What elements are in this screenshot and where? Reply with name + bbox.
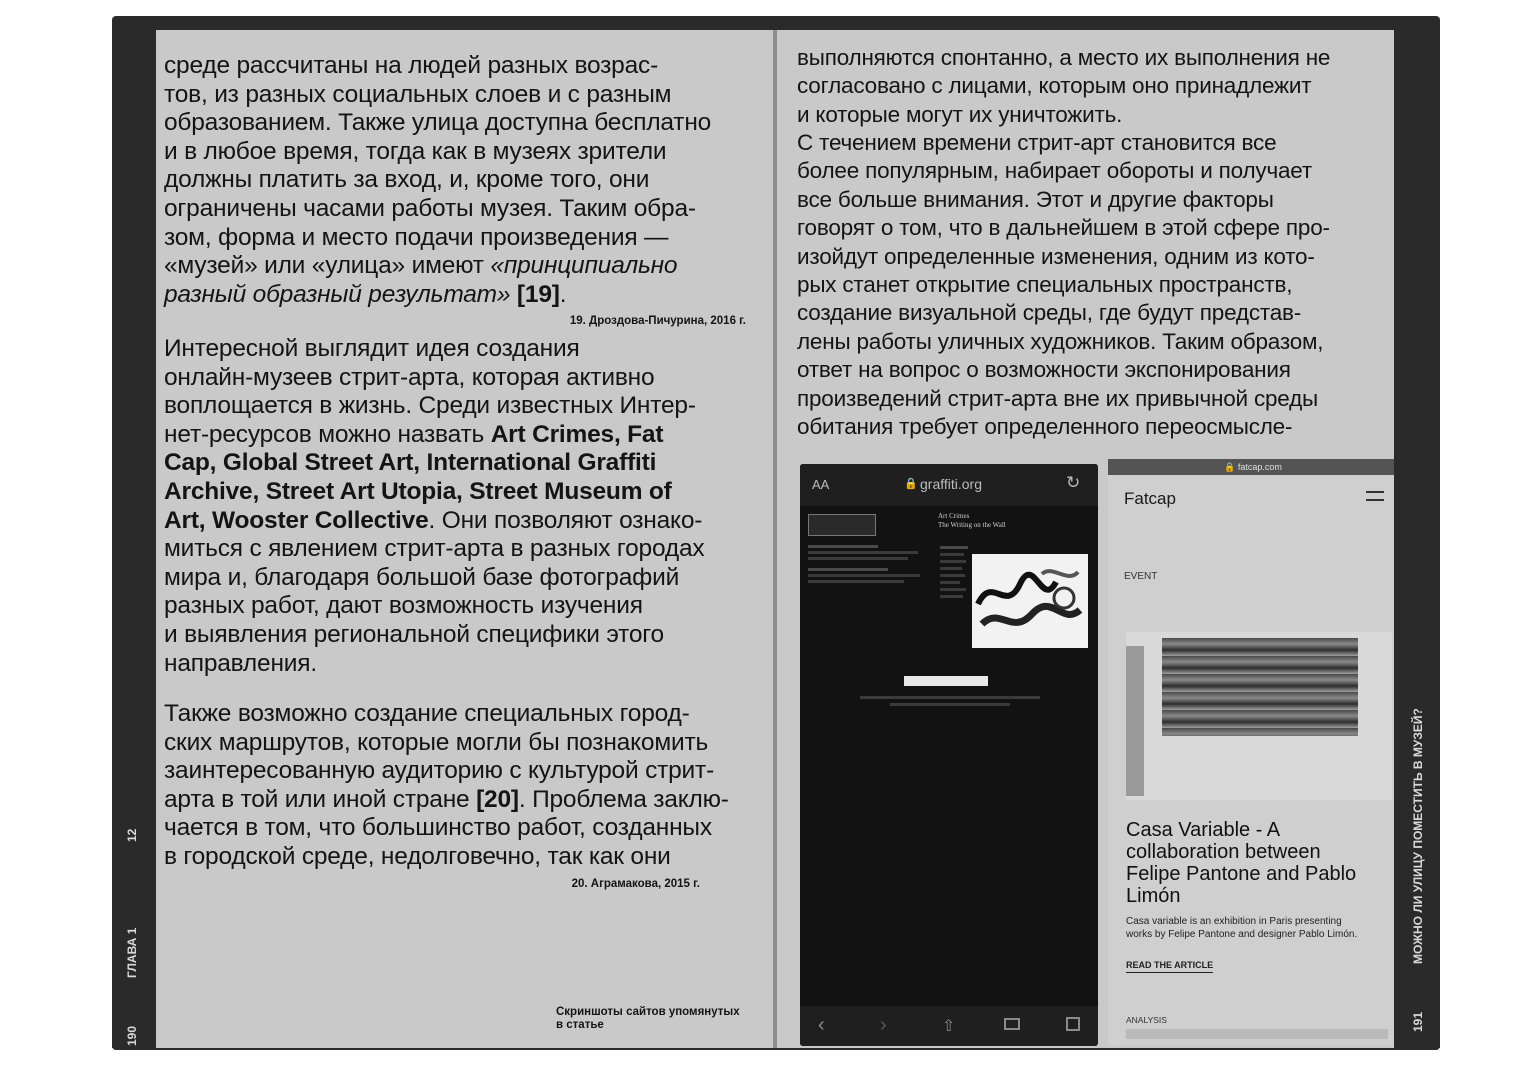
back-icon[interactable]: ‹ (818, 1014, 825, 1036)
left-paragraph-3: Также возможно создание специальных город- ских маршрутов, которые могли бы познакомить заинтересованную аудиторию с культурой стрит- арта в той или иной стране [20]. Проблема заклю- чается в том, что большинство работ, созданных в городской среде, недолговечно, так как они (164, 700, 729, 870)
article-headline[interactable]: Casa Variable - A collaboration between Felipe Pantone and Pablo Limón (1126, 819, 1357, 907)
mobile-browser-bar (800, 464, 1098, 506)
left-page (156, 30, 773, 1048)
site-logo (808, 514, 876, 536)
quote-italic: «принципиально (490, 252, 678, 280)
forward-icon[interactable]: › (880, 1014, 887, 1036)
site-heading: Art Crimes The Writing on the Wall (938, 512, 1006, 529)
read-article-link[interactable]: READ THE ARTICLE (1126, 960, 1213, 973)
menu-icon[interactable] (1366, 491, 1384, 501)
chapter-label: ГЛАВА 1 (125, 927, 139, 978)
lock-icon: 🔒 (904, 478, 918, 490)
article-summary: Casa variable is an exhibition in Paris presenting works by Felipe Pantone and designer Pablo Limón. (1126, 916, 1358, 940)
reference-20: [20] (476, 785, 519, 813)
google-search-box[interactable] (904, 676, 988, 686)
graffiti-photo (972, 554, 1088, 648)
left-paragraph-1: среде рассчитаны на людей разных возрас- тов, из разных социальных слоев и с разным образованием. Также улица доступна бесплатно и в любое время, тогда как в музеях зрители должны платить за вход, и, кроме того, они ограничены часами работы музея. Таким обра- зом, форма и место подачи произведения — «музей» или «улица» имеют «принципиально разный образный результат» [19]. (164, 52, 712, 308)
article-image[interactable] (1126, 632, 1392, 800)
next-article-image[interactable] (1126, 1029, 1388, 1039)
chapter-number: 12 (125, 828, 139, 842)
tabs-icon[interactable] (1066, 1017, 1080, 1031)
blurred-artwork (1162, 638, 1358, 736)
category-event[interactable]: EVENT (1124, 571, 1158, 582)
right-page (777, 30, 1394, 1048)
address-bar-url: graffiti.org (920, 476, 982, 492)
graffiti-org-screenshot (800, 464, 1098, 1046)
running-title: МОЖНО ЛИ УЛИЦУ ПОМЕСТИТЬ В МУЗЕЙ? (1411, 708, 1425, 964)
right-paragraph-2: С течением времени стрит-арт становится все более популярным, набирает обороты и получает все больше внимания. Этот и другие факторы говорят о том, что в дальнейшем в этой сфере про- изойдут определенные изменения, одним из кото- рых станет открытие специальных пространств, создание визуальной среды, где будут представ- лены работы уличных художников. Таким образом, ответ на вопрос о возможности экспонирования произведений стрит-арта вне их привычной среды обитания требует определенного переосмысле- (797, 130, 1330, 440)
footnote-20: 20. Аграмакова, 2015 г. (571, 878, 700, 890)
graffiti-tag-image (972, 554, 1088, 648)
mobile-toolbar (800, 1006, 1098, 1046)
site-sidebar-links (808, 542, 928, 602)
share-icon[interactable]: ⇧ (942, 1018, 956, 1035)
left-page-number: 190 (125, 1025, 139, 1046)
text-size-button: AA (812, 477, 830, 492)
fatcap-screenshot (1108, 459, 1394, 1046)
right-page-number: 191 (1411, 1011, 1425, 1032)
reference-19: [19] (510, 280, 560, 308)
visitor-figure (1126, 646, 1144, 796)
site-list-bold: Art Crimes, Fat (490, 420, 664, 448)
bookmarks-icon[interactable] (1004, 1018, 1020, 1030)
left-paragraph-2: Интересной выглядит идея создания онлайн-музеев стрит-арта, которая активно воплощается в жизнь. Среди известных Интер- нет-ресурсов можно назвать Art Crimes, Fat Cap, Global Street Art, International Graffiti Archive, Street Art Utopia, Street Museum of Art, Wooster Collective. Они позволяют ознако- миться с явлением стрит-арта в разных городах мира и, благодаря большой базе фотографий разных работ, дают возможность изучения и выявления региональной специфики этого направления. (164, 335, 705, 677)
category-analysis[interactable]: ANALYSIS (1126, 1015, 1167, 1025)
quote-italic-cont: разный образный результат» (164, 280, 511, 308)
screenshot-caption: Скриншоты сайтов упомянутых в статье (556, 1006, 740, 1031)
reload-icon: ↻ (1066, 473, 1081, 492)
left-margin-band (112, 30, 156, 1048)
site-archive-links (940, 542, 970, 662)
fatcap-address-bar: 🔒 fatcap.com (1108, 459, 1394, 475)
fatcap-logo: Fatcap (1124, 489, 1176, 508)
open-book (112, 16, 1440, 1050)
right-margin-band (1394, 30, 1440, 1048)
footnote-19: 19. Дроздова-Пичурина, 2016 г. (569, 315, 746, 327)
lock-icon: 🔒 (1224, 462, 1236, 472)
site-content (800, 506, 1098, 1006)
right-paragraph-1: выполняются спонтанно, а место их выполнения не согласовано с лицами, которым оно принадлежит и которые могут их уничтожить. (797, 45, 1331, 127)
